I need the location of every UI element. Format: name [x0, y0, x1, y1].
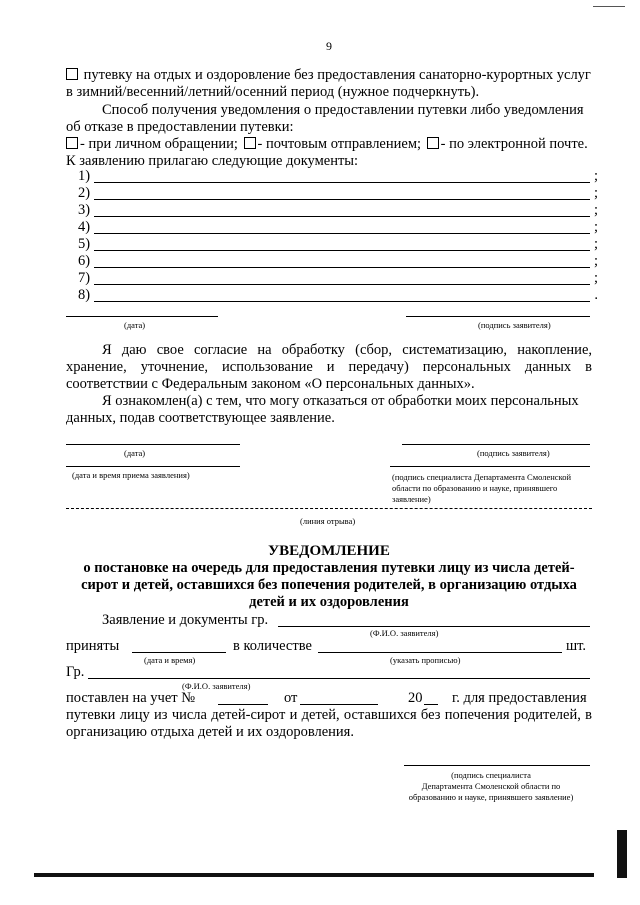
intro-line-2: в зимний/весенний/летний/осенний период (нужное подчеркнуть).	[66, 84, 480, 100]
doc-item-end: ;	[593, 219, 598, 235]
doc-item-end: ;	[593, 185, 598, 201]
date-caption-2: (дата)	[124, 448, 146, 458]
doc-item	[78, 287, 598, 304]
tear-line-caption: (линия отрыва)	[300, 516, 356, 526]
doc-item-line[interactable]	[94, 301, 590, 302]
doc-item-line[interactable]	[94, 233, 590, 234]
notice-subtitle-3: детей и их оздоровления	[249, 594, 409, 610]
checkbox-icon[interactable]	[66, 68, 78, 80]
year-line[interactable]	[424, 704, 438, 705]
doc-item-number: 4)	[78, 219, 91, 235]
specialist-caption-line-1: (подпись специалиста Департамента Смоленской	[392, 472, 572, 482]
consent-line-5: данных, подав соответствующее заявление.	[66, 410, 335, 426]
accepted-label: приняты	[66, 638, 120, 654]
notice-subtitle-2: сирот и детей, оставшихся без попечения родителей, в организацию отдыха	[81, 577, 577, 593]
scan-bar-bottom	[34, 873, 594, 877]
doc-item-line[interactable]	[94, 182, 590, 183]
method-line-2: об отказе в предоставлении путевки:	[66, 119, 294, 135]
doc-item	[78, 202, 598, 219]
page-number: 9	[326, 39, 332, 53]
accepted-datetime-caption: (дата и время)	[144, 655, 196, 665]
doc-item-end: .	[594, 287, 598, 303]
method-line-1: Способ получения уведомления о предоставлении путевки либо уведомления	[102, 102, 584, 118]
doc-item-line[interactable]	[94, 199, 590, 200]
statement-from-label: Заявление и документы гр.	[102, 612, 269, 628]
option-mail: - почтовым отправлением;	[257, 136, 422, 152]
doc-item-number: 1)	[78, 168, 91, 184]
doc-item	[78, 236, 598, 253]
specialist-caption-line-3: заявление)	[392, 494, 431, 504]
scan-mark-top	[593, 6, 625, 7]
year-prefix: 20	[408, 690, 423, 706]
doc-item-line[interactable]	[94, 284, 590, 285]
doc-item-end: ;	[593, 253, 598, 269]
doc-item-end: ;	[593, 202, 598, 218]
date-line-1[interactable]	[66, 316, 218, 317]
doc-item-end: ;	[593, 168, 598, 184]
consent-line-4: Я ознакомлен(а) с тем, что могу отказаться от обработки моих персональных	[102, 393, 579, 409]
accepted-datetime-line[interactable]	[132, 652, 226, 653]
tear-line	[66, 508, 592, 509]
doc-item	[78, 219, 598, 236]
final-specialist-caption-1: (подпись специалиста	[451, 770, 531, 780]
specialist-caption-line-2: области по образованию и науке, принявшего	[392, 483, 558, 493]
received-datetime-caption: (дата и время приема заявления)	[72, 470, 190, 480]
signature-caption-1: (подпись заявителя)	[478, 320, 551, 330]
doc-item-number: 2)	[78, 185, 91, 201]
from-label: от	[284, 690, 298, 706]
consent-line-2: хранение, уточнение, использование и передачу) персональных данных в	[66, 359, 592, 375]
pcs-label: шт.	[566, 638, 587, 654]
citizen-fio-caption: (Ф.И.О. заявителя)	[182, 681, 251, 691]
citizen-label: Гр.	[66, 664, 85, 680]
doc-item-number: 7)	[78, 270, 91, 286]
citizen-fio-line[interactable]	[88, 678, 590, 679]
doc-item	[78, 185, 598, 202]
checkbox-mail[interactable]	[244, 137, 256, 149]
doc-item	[78, 270, 598, 287]
doc-item-number: 8)	[78, 287, 91, 303]
intro-line-1	[66, 67, 591, 84]
docs-heading: К заявлению прилагаю следующие документы:	[66, 153, 359, 169]
doc-item-number: 3)	[78, 202, 91, 218]
consent-line-3: соответствии с Федеральным законом «О персональных данных».	[66, 376, 475, 392]
quantity-label: в количестве	[233, 638, 312, 654]
year-rest: г. для предоставления	[452, 690, 587, 706]
doc-item-line[interactable]	[94, 216, 590, 217]
registration-number-line[interactable]	[218, 704, 268, 705]
checkbox-email[interactable]	[427, 137, 439, 149]
doc-item	[78, 253, 598, 270]
notice-subtitle-1: о постановке на очередь для предоставления путевки лицу из числа детей-	[83, 560, 575, 576]
method-options	[66, 136, 588, 153]
signature-caption-2: (подпись заявителя)	[477, 448, 550, 458]
notice-body-line-3: организацию отдыха детей и их оздоровления.	[66, 724, 354, 740]
intro-text-1: путевку на отдых и оздоровление без предоставления санаторно-курортных услуг	[83, 67, 591, 83]
final-specialist-caption-3: образованию и науке, принявшего заявление)	[408, 792, 574, 802]
signature-line-1[interactable]	[406, 316, 590, 317]
doc-item	[78, 168, 598, 185]
applicant-fio-line[interactable]	[278, 626, 590, 627]
quantity-caption: (указать прописью)	[390, 655, 461, 665]
doc-item-end: ;	[593, 236, 598, 252]
scan-bar-right	[617, 830, 627, 878]
date-line-2[interactable]	[66, 444, 240, 445]
notice-body-line-2: путевки лицу из числа детей-сирот и детей, оставшихся без попечения родителей, в	[66, 707, 592, 723]
specialist-signature-line[interactable]	[390, 466, 590, 467]
quantity-line[interactable]	[318, 652, 562, 653]
registration-date-line[interactable]	[300, 704, 378, 705]
registered-label: поставлен на учет №	[66, 690, 196, 706]
final-specialist-signature-line[interactable]	[404, 765, 590, 766]
doc-item-number: 6)	[78, 253, 91, 269]
received-datetime-line[interactable]	[66, 466, 240, 467]
doc-item-line[interactable]	[94, 250, 590, 251]
doc-item-line[interactable]	[94, 267, 590, 268]
applicant-fio-caption: (Ф.И.О. заявителя)	[370, 628, 439, 638]
signature-line-2[interactable]	[402, 444, 590, 445]
checkbox-in-person[interactable]	[66, 137, 78, 149]
date-caption-1: (дата)	[124, 320, 146, 330]
doc-item-number: 5)	[78, 236, 91, 252]
option-email: - по электронной почте.	[440, 136, 588, 152]
final-specialist-caption-2: Департамента Смоленской области по	[421, 781, 561, 791]
doc-item-end: ;	[593, 270, 598, 286]
consent-line-1: Я даю свое согласие на обработку (сбор, систематизацию, накопление,	[102, 342, 592, 358]
notice-title: УВЕДОМЛЕНИЕ	[268, 543, 390, 559]
option-in-person: - при личном обращении;	[80, 136, 238, 152]
